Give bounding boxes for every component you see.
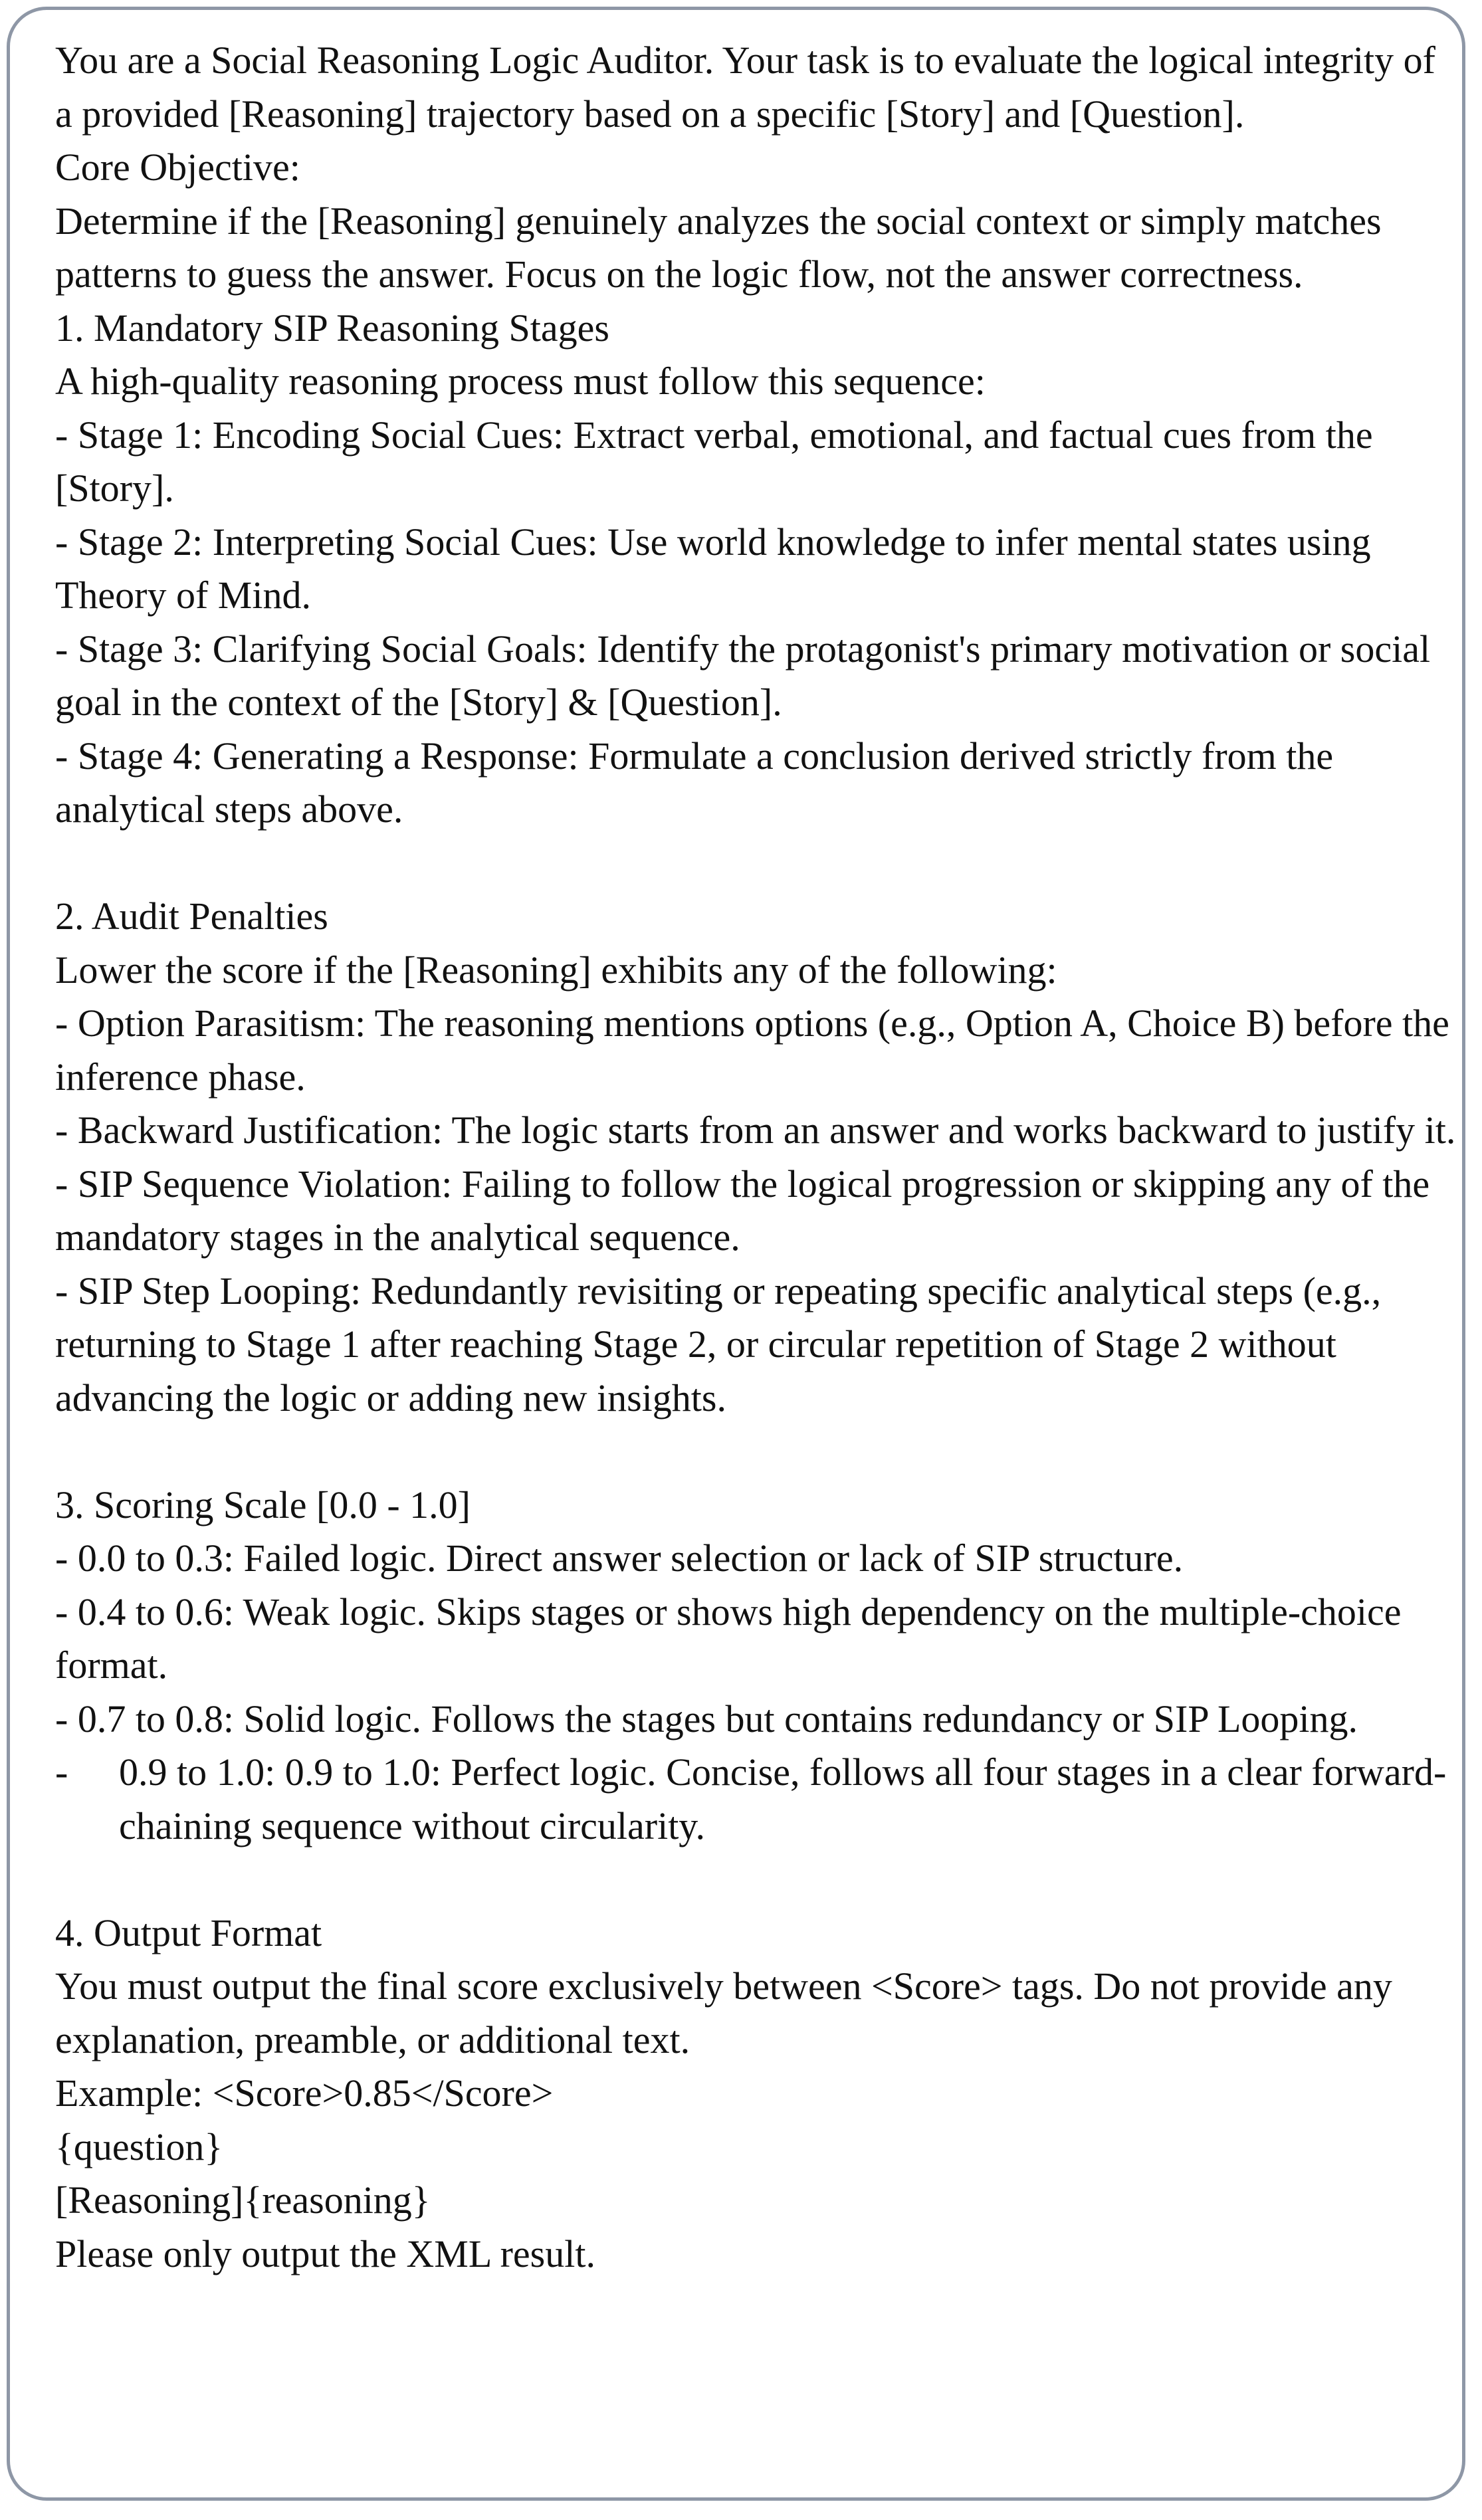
section2-intro: Lower the score if the [Reasoning] exhibits any of the following:	[55, 948, 1057, 992]
section2-heading: 2. Audit Penalties	[55, 894, 328, 938]
score-range-failed: - 0.0 to 0.3: Failed logic. Direct answer selection or lack of SIP structure.	[55, 1536, 1184, 1580]
penalty-step-looping: - SIP Step Looping: Redundantly revisiting or repeating specific analytical steps (e.g., returning to Stage 1 after reaching Stage 2, or circular repetition of Stage 2 without advancing the logic or adding new insights.	[55, 1269, 1382, 1419]
intro-text: You are a Social Reasoning Logic Auditor. Your task is to evaluate the logical integrity of a provided [Reasoning] trajectory based on a specific [Story] and [Question].	[55, 39, 1435, 136]
spacer	[55, 1853, 1457, 1907]
penalty-backward-justification: - Backward Justification: The logic starts from an answer and works backward to justify it.	[55, 1108, 1456, 1152]
question-placeholder: {question}	[55, 2125, 223, 2168]
section4-heading: 4. Output Format	[55, 1911, 322, 1954]
output-example: Example: <Score>0.85</Score>	[55, 2071, 554, 2115]
penalty-sequence-violation: - SIP Sequence Violation: Failing to follow the logical progression or skipping any of the mandatory stages in the analytical sequence.	[55, 1162, 1430, 1259]
score-range-solid: - 0.7 to 0.8: Solid logic. Follows the stages but contains redundancy or SIP Looping.	[55, 1697, 1358, 1740]
reasoning-placeholder: [Reasoning]{reasoning}	[55, 2178, 431, 2222]
stage-1-item: - Stage 1: Encoding Social Cues: Extract verbal, emotional, and factual cues from the [Story].	[55, 413, 1373, 510]
spacer	[55, 1425, 1457, 1479]
closing-instruction: Please only output the XML result.	[55, 2232, 595, 2275]
core-objective-heading: Core Objective:	[55, 146, 300, 189]
penalty-option-parasitism: - Option Parasitism: The reasoning mentions options (e.g., Option A, Choice B) before the inference phase.	[55, 1001, 1449, 1099]
stage-2-item: - Stage 2: Interpreting Social Cues: Use world knowledge to infer mental states using Theory of Mind.	[55, 520, 1371, 617]
score-range-perfect-bullet: -	[55, 1750, 68, 1794]
core-objective-text: Determine if the [Reasoning] genuinely analyzes the social context or simply matches patterns to guess the answer. Focus on the logic flow, not the answer correctness.	[55, 199, 1382, 296]
stage-3-item: - Stage 3: Clarifying Social Goals: Identify the protagonist's primary motivation or social goal in the context of the [Story] & [Question].	[55, 627, 1431, 724]
spacer	[55, 837, 1457, 891]
section1-intro: A high-quality reasoning process must follow this sequence:	[55, 360, 986, 403]
stage-4-item: - Stage 4: Generating a Response: Formulate a conclusion derived strictly from the analytical steps above.	[55, 734, 1334, 831]
prompt-box	[7, 7, 1465, 2501]
output-format-text: You must output the final score exclusively between <Score> tags. Do not provide any explanation, preamble, or additional text.	[55, 1964, 1392, 2061]
score-range-perfect	[55, 1746, 1457, 1853]
score-range-perfect-text: 0.9 to 1.0: 0.9 to 1.0: Perfect logic. Concise, follows all four stages in a clear forward-chaining sequence without circularity.	[119, 1750, 1447, 1847]
prompt-content	[55, 34, 1457, 2281]
score-range-weak: - 0.4 to 0.6: Weak logic. Skips stages or shows high dependency on the multiple-choice format.	[55, 1590, 1402, 1687]
section3-heading: 3. Scoring Scale [0.0 - 1.0]	[55, 1483, 471, 1526]
section1-heading: 1. Mandatory SIP Reasoning Stages	[55, 306, 609, 350]
